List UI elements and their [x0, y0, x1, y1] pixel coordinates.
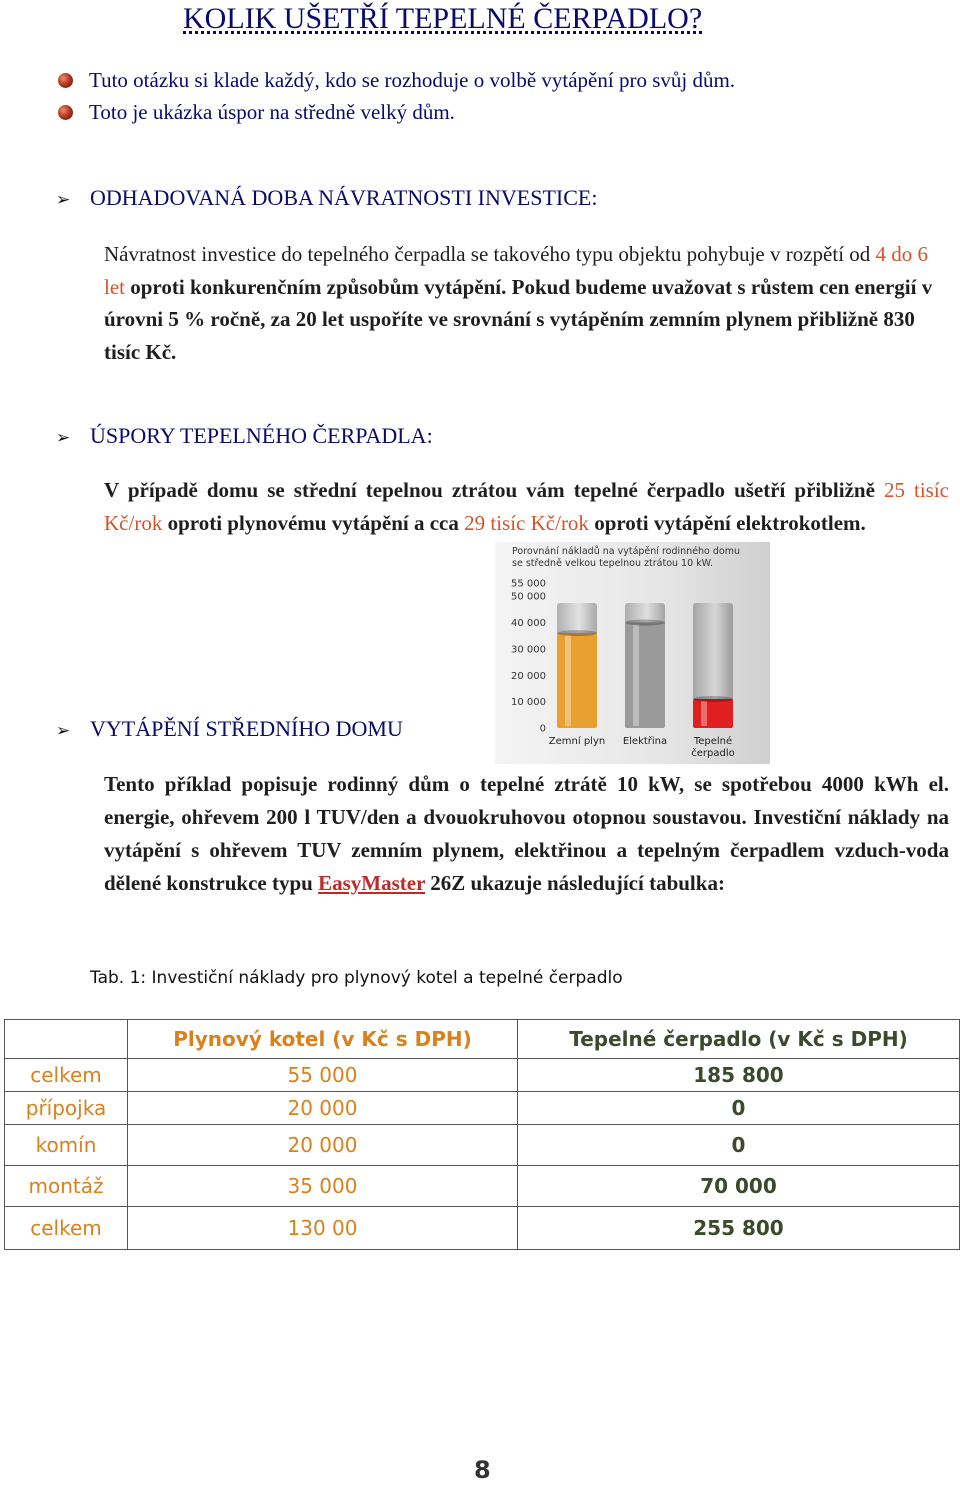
table-header-cell — [5, 1020, 128, 1059]
category-label: Zemní plyn — [548, 736, 606, 747]
section3-heading — [56, 716, 403, 742]
table-header-cell: Plynový kotel (v Kč s DPH) — [128, 1020, 518, 1059]
bar — [693, 699, 733, 728]
section1-text-b: oproti konkurenčním způsobům vytápění. Pokud budeme uvažovat s růstem cen energií v úrovni 5 % ročně, za 20 let uspoříte ve srovnání s vytápěním zemním plynem přibližně 830 tisíc Kč. — [104, 274, 933, 364]
bar — [625, 623, 665, 728]
section2-text-c: oproti vytápění elektrokotlem. — [588, 510, 866, 535]
page-number: 8 — [474, 1456, 491, 1484]
y-tick-label: 20 000 — [511, 670, 546, 682]
row-label: celkem — [5, 1207, 128, 1250]
intro-line-1 — [58, 68, 735, 93]
bullet-ball-icon — [58, 105, 73, 120]
category-label: Elektřina — [622, 736, 668, 747]
section1-highlight: 4 do 6 let — [104, 242, 929, 299]
section3-text-b: 26Z ukazuje následující tabulka: — [425, 871, 725, 895]
section1-heading — [56, 185, 597, 211]
bar-highlight — [633, 625, 639, 726]
table-row — [5, 1207, 960, 1250]
page-title: KOLIK UŠETŘÍ TEPELNÉ ČERPADLO? — [183, 2, 703, 35]
y-tick-label: 10 000 — [511, 697, 546, 709]
section1-paragraph — [104, 238, 949, 368]
heatpump-value: 0 — [518, 1092, 960, 1125]
bullet-ball-icon — [58, 73, 73, 88]
gas-value: 130 00 — [128, 1207, 518, 1250]
y-tick-label: 40 000 — [511, 618, 546, 630]
table-caption: Tab. 1: Investiční náklady pro plynový kotel a tepelné čerpadlo — [90, 968, 623, 988]
bar-highlight — [701, 701, 707, 726]
section2-paragraph — [104, 474, 949, 539]
chart-title-line-1: Porovnání nákladů na vytápění rodinného domu — [512, 546, 740, 557]
arrow-bullet-icon: ➢ — [56, 428, 71, 448]
cost-table — [4, 1019, 960, 1250]
row-label: celkem — [5, 1059, 128, 1092]
table-row — [5, 1166, 960, 1207]
arrow-bullet-icon: ➢ — [56, 190, 71, 210]
arrow-bullet-icon: ➢ — [56, 721, 71, 741]
bar — [557, 633, 597, 728]
table-row — [5, 1125, 960, 1166]
heatpump-value: 255 800 — [518, 1207, 960, 1250]
section2-highlight-2: 29 tisíc Kč/rok — [464, 510, 589, 535]
table-row — [5, 1092, 960, 1125]
section2-text-b: oproti plynovému vytápění a cca — [162, 510, 465, 535]
easymaster-link[interactable]: EasyMaster — [318, 871, 426, 895]
section1-text-a: Návratnost investice do tepelného čerpadla se takového typu objektu pohybuje v rozpětí od — [104, 242, 876, 266]
gas-value: 35 000 — [128, 1166, 518, 1207]
table-header-row — [5, 1020, 960, 1059]
section2-text-a: V případě domu se střední tepelnou ztrátou vám tepelné čerpadlo ušetří přibližně — [104, 478, 884, 502]
chart-svg — [495, 542, 770, 764]
heatpump-value: 185 800 — [518, 1059, 960, 1092]
y-tick-label: 30 000 — [511, 644, 546, 656]
intro-text-2: Toto je ukázka úspor na středně velký dům. — [89, 100, 455, 124]
section3-paragraph — [104, 768, 949, 900]
gas-value: 20 000 — [128, 1125, 518, 1166]
row-label: komín — [5, 1125, 128, 1166]
y-tick-label: 50 000 — [511, 591, 546, 603]
cost-comparison-chart — [495, 542, 770, 764]
section1-heading-text: ODHADOVANÁ DOBA NÁVRATNOSTI INVESTICE: — [90, 185, 598, 210]
table-row — [5, 1059, 960, 1092]
category-label: Tepelné čerpadlo — [691, 736, 735, 759]
bar-cap — [557, 630, 597, 636]
bar-highlight — [565, 635, 571, 726]
row-label: přípojka — [5, 1092, 128, 1125]
heatpump-value: 70 000 — [518, 1166, 960, 1207]
intro-line-2 — [58, 100, 455, 125]
section3-text-a: Tento příklad popisuje rodinný dům o tepelné ztrátě 10 kW, se spotřebou 4000 kWh el. energie, ohřevem 200 l TUV/den a dvouokruhovou otopnou soustavou. Investiční náklady na vytápění s ohřevem TUV zemním plynem, elektřinou a tepelným čerpadlem vzduch-voda dělené konstrukce typu — [104, 772, 949, 895]
section2-heading — [56, 423, 433, 449]
y-tick-label: 55 000 — [511, 578, 546, 590]
row-label: montáž — [5, 1166, 128, 1207]
table-header-cell: Tepelné čerpadlo (v Kč s DPH) — [518, 1020, 960, 1059]
y-tick-label: 0 — [539, 723, 546, 735]
gas-value: 20 000 — [128, 1092, 518, 1125]
heatpump-value: 0 — [518, 1125, 960, 1166]
chart-title-line-2: se středně velkou tepelnou ztrátou 10 kW. — [512, 558, 713, 569]
section3-heading-text: VYTÁPĚNÍ STŘEDNÍHO DOMU — [90, 716, 403, 741]
bar-cap — [625, 620, 665, 626]
intro-text-1: Tuto otázku si klade každý, kdo se rozhoduje o volbě vytápění pro svůj dům. — [89, 68, 736, 92]
bar-cap — [693, 696, 733, 702]
gas-value: 55 000 — [128, 1059, 518, 1092]
section2-heading-text: ÚSPORY TEPELNÉHO ČERPADLA: — [90, 423, 433, 448]
section2-highlight-1: 25 tisíc Kč/rok — [104, 478, 949, 535]
